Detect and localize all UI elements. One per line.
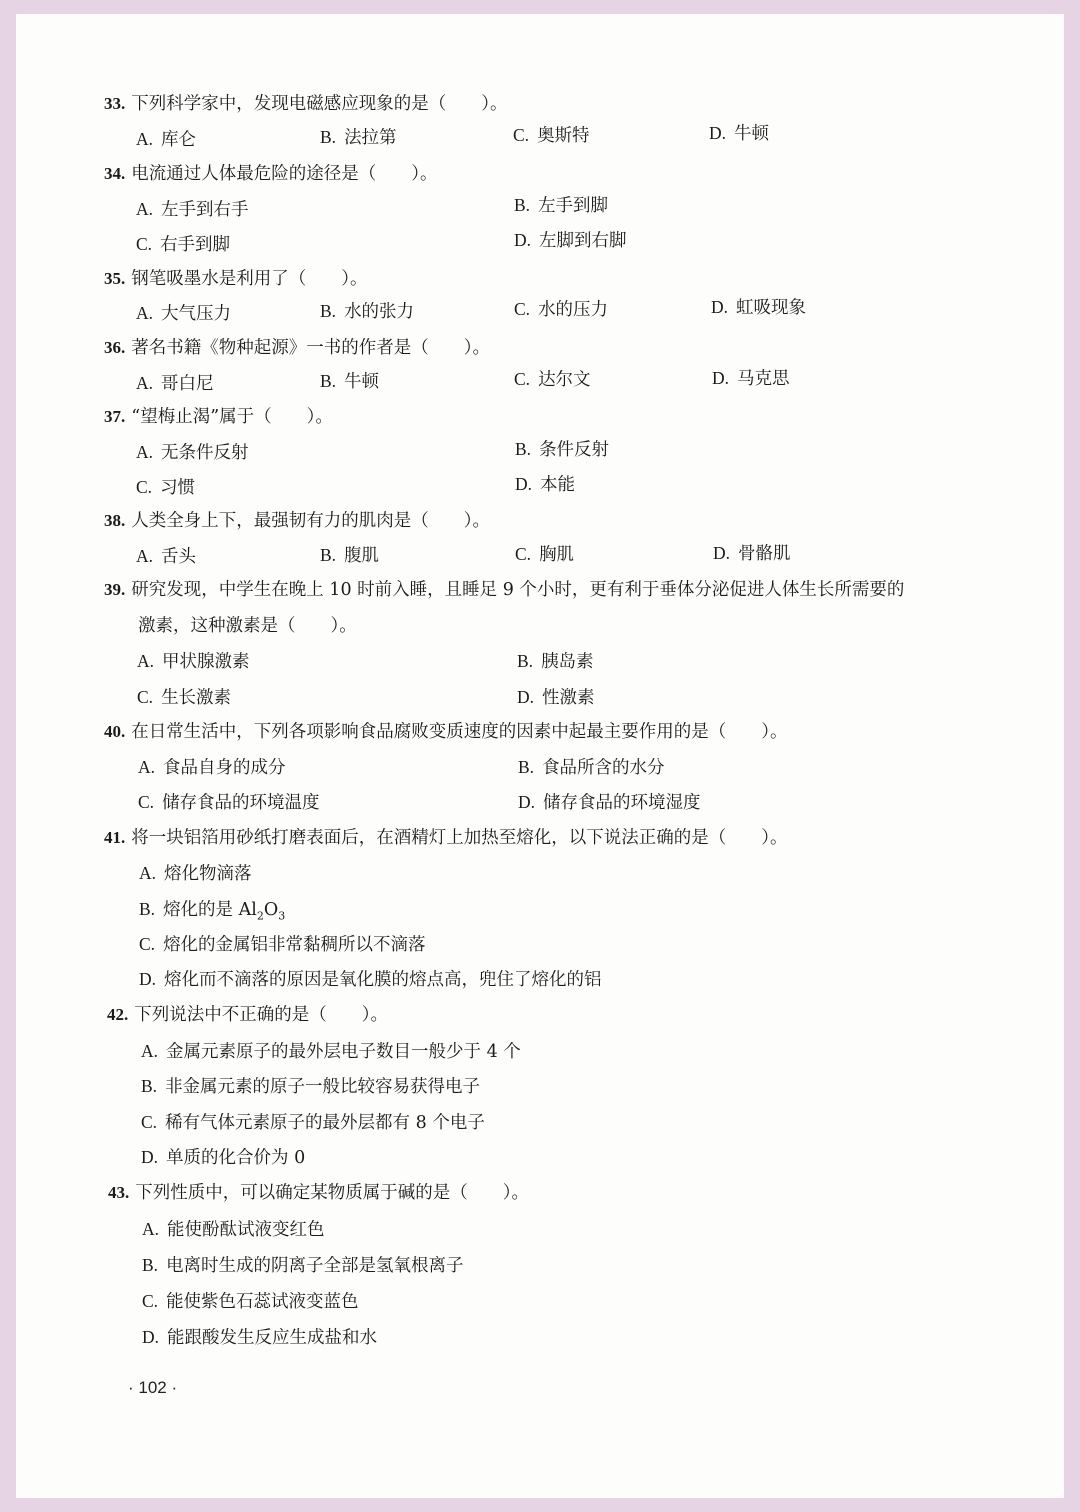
option-33-d (709, 121, 769, 146)
question-36 (104, 336, 490, 360)
option-38-c (515, 542, 574, 567)
option-text: 左手到脚 (538, 196, 609, 216)
option-text: 水的压力 (538, 300, 609, 320)
option-text: 储存食品的环境温度 (162, 793, 320, 813)
question-39-continued (104, 614, 357, 638)
option-42-d (141, 1145, 305, 1170)
option-label: A. (136, 442, 154, 462)
option-text: 牛顿 (734, 124, 770, 144)
formula-al: 熔化的是 Al (163, 900, 257, 920)
question-stem: 研究发现，中学生在晚上 10 时前入睡，且睡足 9 个小时，更有利于垂体分泌促进人体生长所需要的 (131, 580, 905, 600)
option-38-b (320, 543, 379, 568)
question-stem: 电流通过人体最危险的途径是（ ）。 (131, 164, 438, 184)
option-label: A. (141, 1041, 159, 1061)
option-40-b (518, 755, 665, 780)
question-number: 40. (104, 722, 126, 741)
option-36-d (712, 366, 790, 391)
option-label: D. (515, 474, 533, 494)
option-41-d (139, 967, 602, 992)
option-label: D. (713, 543, 731, 563)
option-label: B. (320, 371, 337, 391)
option-label: D. (711, 297, 729, 317)
question-43 (108, 1181, 529, 1205)
option-43-c (142, 1289, 359, 1314)
question-33 (104, 92, 508, 116)
option-text: 虹吸现象 (736, 298, 807, 318)
option-text: 奥斯特 (537, 126, 590, 146)
question-stem: 将一块铝箔用砂纸打磨表面后，在酒精灯上加热至熔化，以下说法正确的是（ ）。 (131, 828, 788, 848)
option-37-c (136, 475, 195, 500)
option-label: D. (517, 687, 535, 707)
option-text: 胸肌 (539, 545, 575, 565)
option-text: 食品自身的成分 (163, 758, 286, 778)
option-label: C. (138, 792, 155, 812)
option-text: 金属元素原子的最外层电子数目一般少于 4 个 (166, 1042, 521, 1062)
option-text: 左手到右手 (161, 200, 249, 220)
option-text: 熔化物滴落 (164, 864, 252, 884)
option-label: A. (142, 1219, 160, 1239)
question-number: 43. (108, 1183, 130, 1202)
option-text: 右手到脚 (160, 235, 231, 255)
option-text: 水的张力 (344, 302, 415, 322)
question-number: 35. (104, 269, 126, 288)
option-label: C. (139, 934, 156, 954)
question-34 (104, 162, 438, 186)
option-33-a (136, 127, 196, 152)
option-text: 电离时生成的阴离子全部是氢氧根离子 (166, 1256, 464, 1276)
option-label: C. (136, 477, 153, 497)
question-stem: 下列性质中，可以确定某物质属于碱的是（ ）。 (135, 1183, 529, 1203)
option-label: D. (142, 1327, 160, 1347)
option-39-d (517, 685, 595, 710)
option-35-b (320, 299, 414, 324)
question-41 (104, 826, 788, 850)
option-label: A. (138, 757, 156, 777)
option-41-c (139, 932, 426, 957)
option-label: C. (514, 369, 531, 389)
option-43-a (142, 1217, 325, 1242)
question-stem: 在日常生活中，下列各项影响食品腐败变质速度的因素中起最主要作用的是（ ）。 (131, 722, 788, 742)
option-text: 非金属元素的原子一般比较容易获得电子 (165, 1077, 481, 1097)
option-label: B. (514, 195, 531, 215)
option-text: 牛顿 (344, 372, 380, 392)
option-label: A. (136, 546, 154, 566)
option-38-d (713, 541, 791, 566)
option-36-b (320, 369, 379, 394)
option-39-a (137, 649, 250, 674)
option-34-b (514, 193, 608, 218)
option-label: A. (139, 863, 157, 883)
option-text: 左脚到右脚 (539, 231, 627, 251)
option-label: A. (137, 651, 155, 671)
option-42-b (141, 1074, 480, 1099)
option-label: D. (518, 792, 536, 812)
option-text: 能跟酸发生反应生成盐和水 (167, 1328, 378, 1348)
option-label: D. (139, 969, 157, 989)
option-text: 熔化的金属铝非常黏稠所以不滴落 (163, 935, 426, 955)
option-40-d (518, 790, 701, 815)
option-text: 性激素 (542, 688, 595, 708)
option-label: B. (141, 1076, 158, 1096)
question-number: 34. (104, 164, 126, 183)
option-text: 无条件反射 (161, 443, 249, 463)
option-42-c (141, 1110, 485, 1135)
option-text: 马克思 (737, 369, 790, 389)
question-39 (104, 578, 904, 602)
option-label: A. (136, 129, 154, 149)
option-label: C. (142, 1291, 159, 1311)
option-text: 熔化而不滴落的原因是氧化膜的熔点高，兜住了熔化的铝 (164, 970, 602, 990)
formula-o: O (263, 900, 279, 920)
option-text: 大气压力 (161, 304, 232, 324)
option-34-c (136, 232, 230, 257)
option-40-c (138, 790, 320, 815)
option-label: D. (712, 368, 730, 388)
option-label: C. (513, 125, 530, 145)
question-number: 42. (107, 1005, 129, 1024)
option-label: D. (141, 1147, 159, 1167)
question-40 (104, 720, 788, 744)
option-label: A. (136, 373, 154, 393)
option-35-c (514, 297, 608, 322)
option-text: 达尔文 (538, 370, 591, 390)
option-label: B. (142, 1255, 159, 1275)
option-label: C. (141, 1112, 158, 1132)
question-stem: 下列科学家中，发现电磁感应现象的是（ ）。 (131, 94, 508, 114)
option-38-a (136, 544, 196, 569)
option-42-a (141, 1039, 521, 1064)
question-38 (104, 509, 490, 533)
option-text: 生长激素 (161, 688, 232, 708)
option-text: 能使紫色石蕊试液变蓝色 (166, 1292, 359, 1312)
option-label: D. (709, 123, 727, 143)
question-number: 38. (104, 511, 126, 530)
question-number: 41. (104, 828, 126, 847)
option-text: 舌头 (161, 547, 197, 567)
option-text: 骨骼肌 (738, 544, 791, 564)
option-text: 食品所含的水分 (542, 758, 665, 778)
option-text (163, 900, 286, 923)
option-35-d (711, 295, 806, 320)
option-33-b (320, 125, 397, 150)
option-label: B. (320, 127, 337, 147)
page-number: · 102 · (128, 1378, 178, 1397)
option-36-a (136, 371, 214, 396)
option-label: C. (136, 234, 153, 254)
option-35-a (136, 301, 231, 326)
option-text: 稀有气体元素原子的最外层都有 8 个电子 (165, 1113, 485, 1133)
question-number: 36. (104, 338, 126, 357)
option-41-a (139, 861, 252, 886)
option-text: 哥白尼 (161, 374, 214, 394)
option-label: D. (514, 230, 532, 250)
option-label: C. (137, 687, 154, 707)
question-number: 37. (104, 407, 126, 426)
option-37-b (515, 437, 609, 462)
option-text: 胰岛素 (541, 652, 594, 672)
option-text: 腹肌 (344, 546, 380, 566)
option-label: A. (136, 199, 154, 219)
option-43-b (142, 1253, 464, 1278)
question-stem: 人类全身上下，最强韧有力的肌肉是（ ）。 (131, 511, 490, 531)
option-text: 本能 (540, 475, 576, 495)
option-label: C. (515, 544, 532, 564)
option-label: B. (139, 899, 156, 919)
option-label: B. (517, 651, 534, 671)
option-37-a (136, 440, 249, 465)
option-text: 库仑 (161, 130, 197, 150)
option-label: B. (518, 757, 535, 777)
subscript-2: 2 (256, 909, 264, 923)
option-label: B. (320, 301, 337, 321)
option-34-a (136, 197, 249, 222)
option-37-d (515, 472, 575, 497)
question-number: 39. (104, 580, 126, 599)
option-text: 单质的化合价为 0 (166, 1148, 306, 1168)
subscript-3: 3 (278, 909, 286, 923)
option-40-a (138, 755, 286, 780)
option-text: 储存食品的环境湿度 (543, 793, 701, 813)
question-stem: 钢笔吸墨水是利用了（ ）。 (131, 269, 368, 289)
option-text: 甲状腺激素 (162, 652, 250, 672)
option-text: 法拉第 (344, 128, 397, 148)
option-text: 能使酚酞试液变红色 (167, 1220, 325, 1240)
question-37 (104, 405, 333, 429)
question-stem: 下列说法中不正确的是（ ）。 (134, 1005, 388, 1025)
option-text: 条件反射 (539, 440, 610, 460)
question-42 (107, 1003, 388, 1027)
option-label: A. (136, 303, 154, 323)
option-41-b (139, 897, 285, 922)
question-35 (104, 267, 368, 291)
question-stem: “望梅止渴”属于（ ）。 (131, 407, 333, 427)
question-stem: 著名书籍《物种起源》一书的作者是（ ）。 (131, 338, 490, 358)
question-stem-continued: 激素，这种激素是（ ）。 (138, 616, 357, 636)
option-36-c (514, 367, 591, 392)
option-33-c (513, 123, 590, 148)
option-43-d (142, 1325, 377, 1350)
option-text: 习惯 (160, 478, 196, 498)
option-label: B. (515, 439, 532, 459)
option-34-d (514, 228, 627, 253)
option-label: B. (320, 545, 337, 565)
question-number: 33. (104, 94, 126, 113)
option-39-b (517, 649, 594, 674)
option-label: C. (514, 299, 531, 319)
option-39-c (137, 685, 231, 710)
